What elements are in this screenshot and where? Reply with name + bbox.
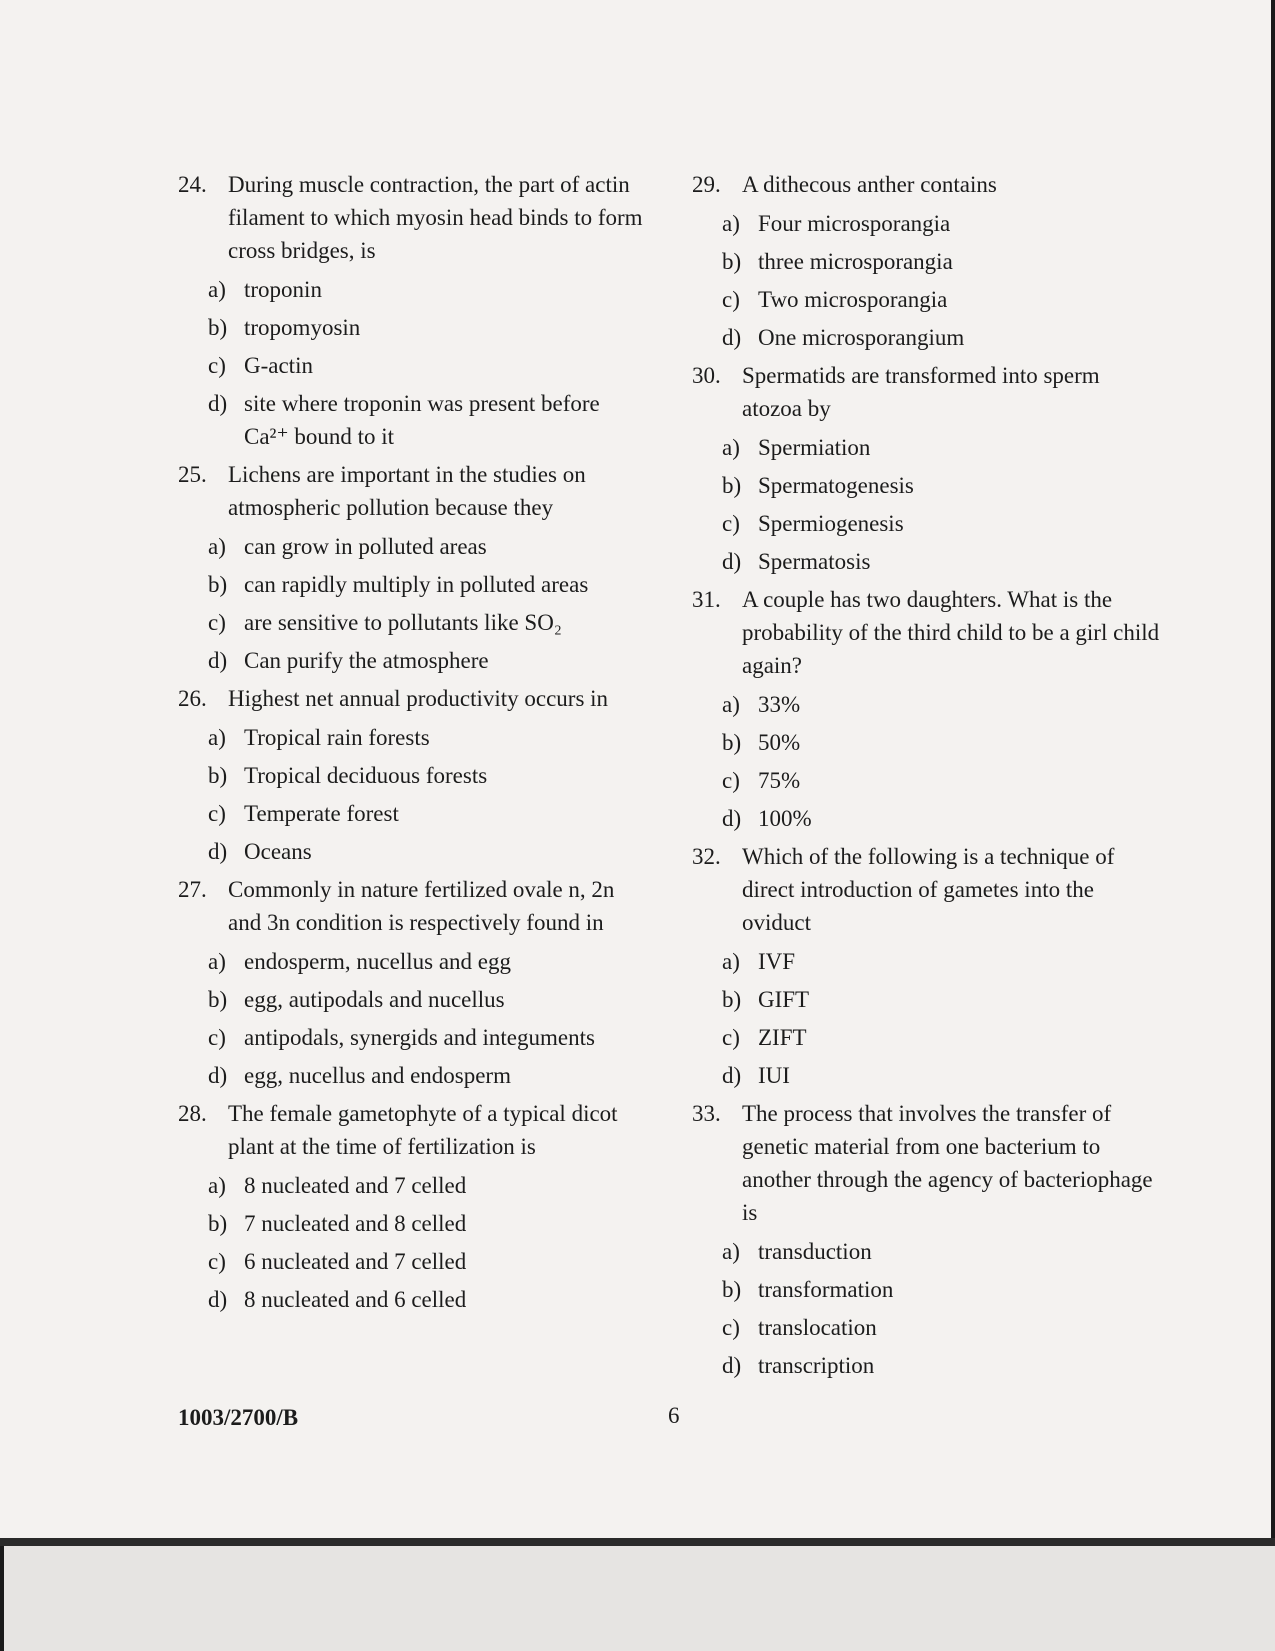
option-list: [178, 945, 648, 1092]
option-text: One microsporangium: [758, 325, 965, 350]
option-text: Spermatosis: [758, 549, 871, 574]
question-header: [178, 1097, 648, 1163]
option-list: [178, 530, 648, 677]
option-letter: a): [722, 211, 740, 236]
question-item: [692, 1097, 1162, 1382]
answer-option: [208, 644, 648, 677]
option-letter: a): [208, 725, 226, 750]
option-list: [178, 721, 648, 868]
option-letter: c): [208, 1249, 226, 1274]
answer-option: [722, 283, 1162, 316]
question-number: 25.: [178, 462, 207, 487]
option-text: 6 nucleated and 7 celled: [244, 1249, 467, 1274]
option-letter: d): [722, 325, 742, 350]
option-letter: b): [722, 1277, 742, 1302]
question-text: The female gametophyte of a typical dicot plant at the time of fertilization is: [228, 1101, 618, 1159]
answer-option: [208, 983, 648, 1016]
answer-option: [208, 606, 648, 639]
question-number: 33.: [692, 1101, 721, 1126]
right-column: [692, 168, 1162, 1387]
option-text: Tropical rain forests: [244, 725, 430, 750]
option-letter: d): [208, 1287, 228, 1312]
answer-option: [722, 245, 1162, 278]
option-text: can rapidly multiply in polluted areas: [244, 572, 589, 597]
option-letter: d): [722, 549, 742, 574]
answer-option: [722, 945, 1162, 978]
answer-option: [208, 1207, 648, 1240]
option-text: tropomyosin: [244, 315, 361, 340]
answer-option: [208, 945, 648, 978]
option-text: 7 nucleated and 8 celled: [244, 1211, 467, 1236]
option-letter: b): [208, 1211, 228, 1236]
option-letter: c): [722, 1025, 740, 1050]
option-text: antipodals, synergids and integuments: [244, 1025, 595, 1050]
page-number: 6: [668, 1403, 680, 1428]
option-list: [692, 431, 1162, 578]
option-letter: d): [208, 391, 228, 416]
answer-option: [722, 764, 1162, 797]
answer-option: [722, 321, 1162, 354]
option-text: 8 nucleated and 6 celled: [244, 1287, 467, 1312]
option-text: Can purify the atmosphere: [244, 648, 489, 673]
question-item: [178, 168, 648, 453]
option-text: translocation: [758, 1315, 877, 1340]
option-text: Four microsporangia: [758, 211, 951, 236]
option-letter: d): [208, 1063, 228, 1088]
answer-option: [722, 802, 1162, 835]
option-letter: d): [208, 839, 228, 864]
option-text: egg, autipodals and nucellus: [244, 987, 505, 1012]
question-header: [178, 458, 648, 524]
scan-bottom-strip: [0, 1546, 1275, 1651]
scan-left-mark: [0, 1546, 4, 1651]
answer-option: [722, 507, 1162, 540]
option-text: endosperm, nucellus and egg: [244, 949, 511, 974]
option-text: Two microsporangia: [758, 287, 948, 312]
option-text: Temperate forest: [244, 801, 399, 826]
answer-option: [208, 1059, 648, 1092]
option-text: transcription: [758, 1353, 875, 1378]
answer-option: [722, 1235, 1162, 1268]
answer-option: [208, 721, 648, 754]
question-text: Which of the following is a technique of direct introduction of gametes into the oviduct: [742, 844, 1115, 935]
question-number: 28.: [178, 1101, 207, 1126]
option-text: 33%: [758, 692, 801, 717]
option-letter: a): [722, 692, 740, 717]
option-list: [692, 688, 1162, 835]
option-letter: a): [722, 949, 740, 974]
question-text: Commonly in nature fertilized ovale n, 2n and 3n condition is respectively found in: [228, 877, 615, 935]
answer-option: [208, 311, 648, 344]
option-text: Spermiogenesis: [758, 511, 904, 536]
option-letter: b): [208, 315, 228, 340]
answer-option: [208, 349, 648, 382]
question-number: 29.: [692, 172, 721, 197]
question-item: [178, 458, 648, 677]
question-text: Spermatids are transformed into sperm atozoa by: [742, 363, 1100, 421]
option-text: egg, nucellus and endosperm: [244, 1063, 511, 1088]
option-text: transformation: [758, 1277, 894, 1302]
question-text: Lichens are important in the studies on atmospheric pollution because they: [228, 462, 586, 520]
option-text: are sensitive to pollutants like SO₂: [244, 610, 562, 635]
answer-option: [208, 1245, 648, 1278]
question-header: [692, 583, 1162, 682]
answer-option: [208, 1021, 648, 1054]
question-header: [692, 1097, 1162, 1229]
answer-option: [208, 759, 648, 792]
question-text: The process that involves the transfer of genetic material from one bacterium to another through the agency of bacteriophage is: [742, 1101, 1153, 1225]
option-letter: b): [208, 763, 228, 788]
page-edge-right: [1271, 0, 1275, 1540]
question-number: 30.: [692, 363, 721, 388]
answer-option: [208, 1283, 648, 1316]
option-text: Oceans: [244, 839, 312, 864]
option-letter: c): [722, 1315, 740, 1340]
answer-option: [722, 1349, 1162, 1382]
question-item: [692, 583, 1162, 835]
question-text: A couple has two daughters. What is the probability of the third child to be a girl child again?: [742, 587, 1160, 678]
answer-option: [722, 1311, 1162, 1344]
option-letter: d): [208, 648, 228, 673]
option-letter: c): [208, 1025, 226, 1050]
option-letter: c): [208, 610, 226, 635]
paper-code: 1003/2700/B: [178, 1405, 299, 1430]
question-text: A dithecous anther contains: [742, 172, 997, 197]
answer-option: [208, 1169, 648, 1202]
question-item: [692, 840, 1162, 1092]
question-item: [178, 682, 648, 868]
option-letter: d): [722, 806, 742, 831]
answer-option: [208, 387, 648, 453]
option-letter: a): [208, 277, 226, 302]
question-number: 24.: [178, 172, 207, 197]
answer-option: [722, 545, 1162, 578]
option-letter: a): [208, 534, 226, 559]
answer-option: [208, 568, 648, 601]
option-text: GIFT: [758, 987, 810, 1012]
answer-option: [722, 1059, 1162, 1092]
answer-option: [722, 1021, 1162, 1054]
option-text: Tropical deciduous forests: [244, 763, 488, 788]
scan-bottom-band: [0, 1538, 1275, 1546]
answer-option: [722, 688, 1162, 721]
answer-option: [208, 835, 648, 868]
option-letter: d): [722, 1353, 742, 1378]
option-text: troponin: [244, 277, 322, 302]
question-number: 26.: [178, 686, 207, 711]
option-letter: c): [722, 768, 740, 793]
answer-option: [208, 273, 648, 306]
answer-option: [722, 1273, 1162, 1306]
question-header: [692, 840, 1162, 939]
option-letter: c): [722, 511, 740, 536]
option-letter: c): [208, 801, 226, 826]
option-letter: b): [722, 987, 742, 1012]
question-item: [178, 1097, 648, 1316]
question-text: During muscle contraction, the part of actin filament to which myosin head binds to form cross bridges, is: [228, 172, 643, 263]
option-letter: b): [722, 473, 742, 498]
option-list: [692, 1235, 1162, 1382]
option-letter: b): [722, 730, 742, 755]
question-header: [692, 359, 1162, 425]
option-text: Spermatogenesis: [758, 473, 914, 498]
option-text: site where troponin was present before Ca²⁺ bound to it: [244, 391, 600, 449]
option-letter: c): [722, 287, 740, 312]
answer-option: [722, 726, 1162, 759]
option-text: IUI: [758, 1063, 790, 1088]
question-header: [178, 682, 648, 715]
option-text: three microsporangia: [758, 249, 953, 274]
option-text: 100%: [758, 806, 812, 831]
option-list: [692, 207, 1162, 354]
option-letter: d): [722, 1063, 742, 1088]
option-list: [178, 273, 648, 453]
option-text: ZIFT: [758, 1025, 807, 1050]
answer-option: [722, 469, 1162, 502]
option-text: 50%: [758, 730, 801, 755]
option-text: transduction: [758, 1239, 872, 1264]
question-number: 32.: [692, 844, 721, 869]
option-list: [692, 945, 1162, 1092]
option-text: 8 nucleated and 7 celled: [244, 1173, 467, 1198]
question-number: 31.: [692, 587, 721, 612]
answer-option: [722, 431, 1162, 464]
question-header: [178, 873, 648, 939]
answer-option: [722, 207, 1162, 240]
question-item: [692, 168, 1162, 354]
answer-option: [208, 530, 648, 563]
option-letter: a): [722, 435, 740, 460]
option-letter: a): [208, 1173, 226, 1198]
question-item: [178, 873, 648, 1092]
option-text: 75%: [758, 768, 801, 793]
option-letter: a): [208, 949, 226, 974]
option-text: can grow in polluted areas: [244, 534, 487, 559]
option-list: [178, 1169, 648, 1316]
question-number: 27.: [178, 877, 207, 902]
question-header: [692, 168, 1162, 201]
question-header: [178, 168, 648, 267]
option-text: G-actin: [244, 353, 313, 378]
option-letter: a): [722, 1239, 740, 1264]
option-letter: b): [208, 987, 228, 1012]
option-text: IVF: [758, 949, 796, 974]
option-letter: b): [208, 572, 228, 597]
left-column: [178, 168, 648, 1321]
option-text: Spermiation: [758, 435, 871, 460]
answer-option: [722, 983, 1162, 1016]
answer-option: [208, 797, 648, 830]
question-item: [692, 359, 1162, 578]
option-letter: c): [208, 353, 226, 378]
option-letter: b): [722, 249, 742, 274]
question-text: Highest net annual productivity occurs in: [228, 686, 609, 711]
